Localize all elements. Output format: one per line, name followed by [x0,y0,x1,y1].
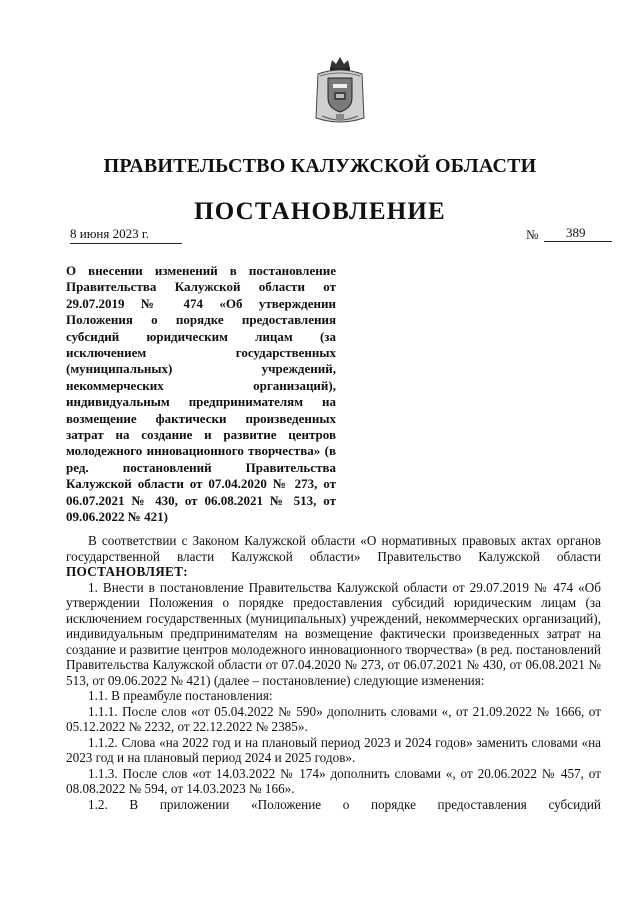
document-subject: О внесении изменений в постановление Правительства Калужской области от 29.07.2019 № 474 «Об утверждении Положения о порядке предоставления субсидий юридическим лицам (за исключением государственных (муниципальных) учреждений, некоммерческих организаций), индивидуальным предпринимателям на возмещение фактически произведенных затрат на создание и развитие центров молодежного инновационного творчества» (в ред. постановлений Правительства Калужской области от 07.04.2020 № 273, от 06.07.2021 № 430, от 06.08.2021 № 513, от 09.06.2022 № 421) [66,263,336,525]
government-title: ПРАВИТЕЛЬСТВО КАЛУЖСКОЙ ОБЛАСТИ [103,155,537,177]
decree-word: ПОСТАНОВЛЯЕТ: [66,564,188,579]
paragraph-1: 1. Внести в постановление Правительства Калужской области от 29.07.2019 № 474 «Об утверждении Положения о порядке предоставления субсидий юридическим лицам (за исключением государственных (муниципальных) учреждений, некоммерческих организаций), индивидуальным предпринимателям на возмещение фактически произведенных затрат на создание и развитие центров молодежного инновационного творчества» (в ред. постановлений Правительства Калужской области от 07.04.2020 № 273, от 06.07.2021 № 430, от 06.08.2021 № 513, от 09.06.2022 № 421) (далее – постановление) следующие изменения: [66,579,601,688]
document-date: 8 июня 2023 г. [70,226,182,244]
number-value: 389 [544,225,612,242]
paragraph-1-1-1: 1.1.1. После слов «от 05.04.2022 № 590» дополнить словами «, от 21.09.2022 № 1666, от 05.12.2022 № 2232, от 22.12.2022 № 2385». [66,703,601,734]
paragraph-1-1-2: 1.1.2. Слова «на 2022 год и на плановый период 2023 и 2024 годов» заменить словами «на 2023 год и на плановый период 2024 и 2025 годов». [66,734,601,765]
paragraph-1-2: 1.2. В приложении «Положение о порядке предоставления субсидий [88,796,601,812]
number-sign: № [526,227,539,242]
kaluga-coat-of-arms-icon [312,54,368,126]
document-body [66,533,601,812]
preamble-text: В соответствии с Законом Калужской области «О нормативных правовых актах органов государственной власти Калужской области» Правительство Калужской области [66,533,601,564]
document-type: ПОСТАНОВЛЕНИЕ [194,198,446,225]
preamble-paragraph [66,533,601,580]
paragraph-1-1-3: 1.1.3. После слов «от 14.03.2022 № 174» дополнить словами «, от 20.06.2022 № 457, от 08.08.2022 № 594, от 14.03.2023 № 166». [66,765,601,796]
paragraph-1-1: 1.1. В преамбуле постановления: [88,688,273,703]
